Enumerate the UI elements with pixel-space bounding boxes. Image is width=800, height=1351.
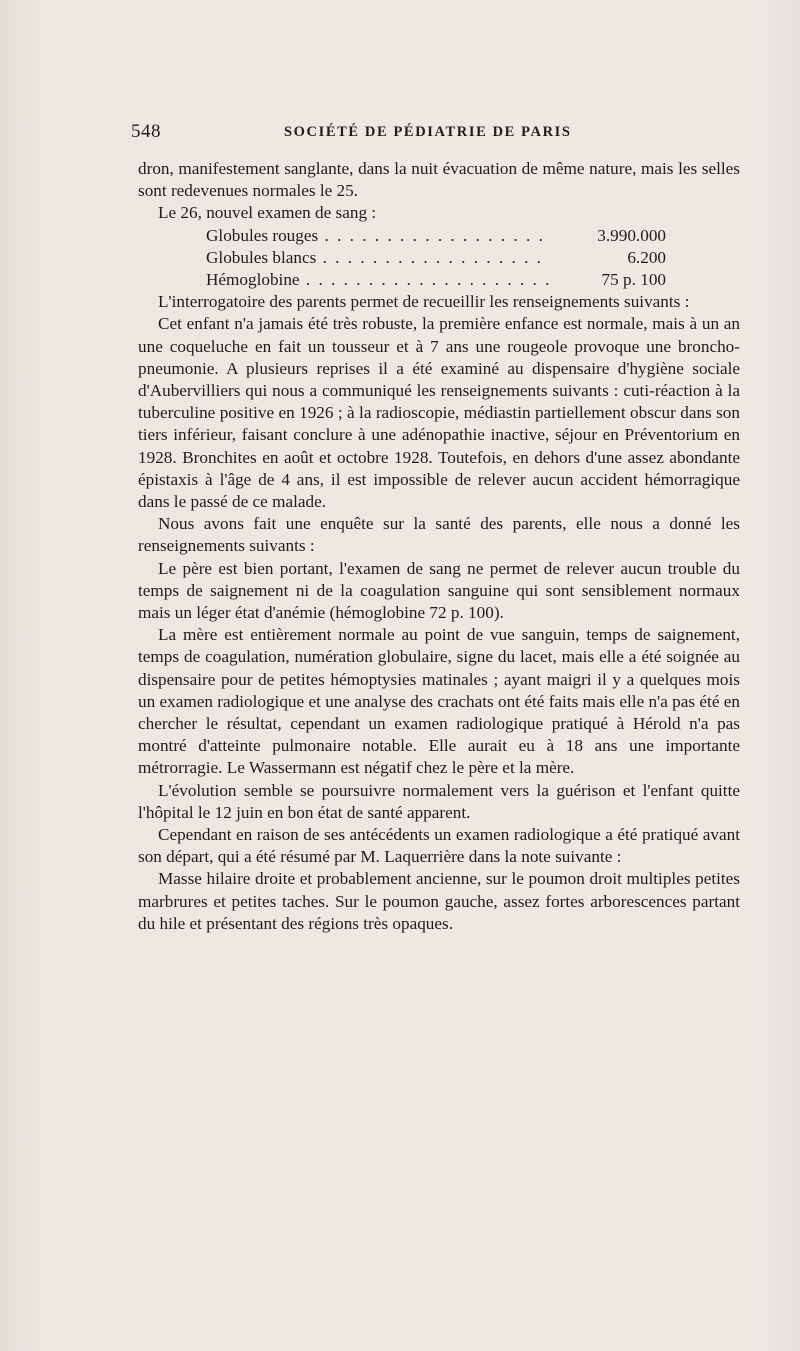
running-head: SOCIÉTÉ DE PÉDIATRIE DE PARIS [284,124,572,140]
paragraph-9: Masse hilaire droite et probablement ancienne, sur le poumon droit multiples petites marbrures et petites taches. Sur le poumon gauche, assez fortes arborescences partant du hile et présentant des régions très opaques. [138,869,740,933]
blood-exam-value: 3.990.000 [597,225,666,245]
blood-exam-value: 75 p. 100 [601,269,666,289]
paragraph-2: L'interrogatoire des parents permet de recueillir les renseignements suivants : [158,292,690,312]
page-number: 548 [131,121,161,142]
blood-exam-label: Globules rouges . . . [206,225,550,247]
blood-exam-value: 6.200 [627,247,666,267]
body-text [138,158,740,935]
paragraph-6: La mère est entièrement normale au point de vue sanguin, temps de saignement, temps de coagulation, numération globulaire, signe du lacet, mais elle a été soignée au dispensaire pour de petites hémoptysies matinales ; ayant maigri il y a quelques mois un examen radiologique et une analyse des crachats ont été faits mais elle n'a pas été en chercher le résultat, cependant un examen radiologique pratiqué à Hérold n'a pas montré d'atteinte pulmonaire notable. Elle aurait eu à 18 ans une importante métrorragie. Le Wassermann est négatif chez le père et la mère. [138,625,740,778]
paragraph-5: Le père est bien portant, l'examen de sang ne permet de relever aucun trouble du temps de saignement ni de la coagulation sanguine qui sont sensiblement normaux mais un léger état d'anémie (hémoglobine 72 p. 100). [138,558,740,623]
blood-exam-row [206,225,666,247]
paragraph-3: Cet enfant n'a jamais été très robuste, la première enfance est normale, mais à un an une coqueluche en fait un tousseur et à 7 ans une rougeole provoque une broncho-pneumonie. A plusieurs reprises il a été examiné au dispensaire d'hygiène sociale d'Aubervilliers qui nous a communiqué les renseignements suivants : cuti-réaction à la tuberculine positive en 1926 ; à la radioscopie, médiastin partiellement obscur dans son tiers inférieur, faisant conclure à une adénopathie inactive, séjour en Préventorium en 1928. Bronchites en août et octobre 1928. Toutefois, en dehors d'une assez abondante épistaxis à l'âge de 4 ans, il est impossible de relever aucun accident hémorragique dans le passé de ce malade. [138,314,740,511]
paragraph-4: Nous avons fait une enquête sur la santé des parents, elle nous a donné les renseignements suivants : [138,514,740,556]
paragraph-0: dron, manifestement sanglante, dans la nuit évacuation de même nature, mais les selles sont redevenues normales le 25. [138,159,740,201]
blood-exam-label: Globules blancs . . . [206,247,550,269]
blood-exam-row [206,269,666,291]
blood-exam-label: Hémoglobine . . . [206,269,550,291]
paragraph-7: L'évolution semble se poursuivre normalement vers la guérison et l'enfant quitte l'hôpital le 12 juin en bon état de santé apparent. [138,780,740,822]
paragraph-8: Cependant en raison de ses antécédents un examen radiologique a été pratiqué avant son départ, qui a été résumé par M. Laquerrière dans la note suivante : [138,825,740,867]
blood-exam-row [206,247,666,269]
page-header [131,121,771,147]
paragraph-1: Le 26, nouvel examen de sang : [158,203,377,223]
blood-exam-table [206,225,666,292]
